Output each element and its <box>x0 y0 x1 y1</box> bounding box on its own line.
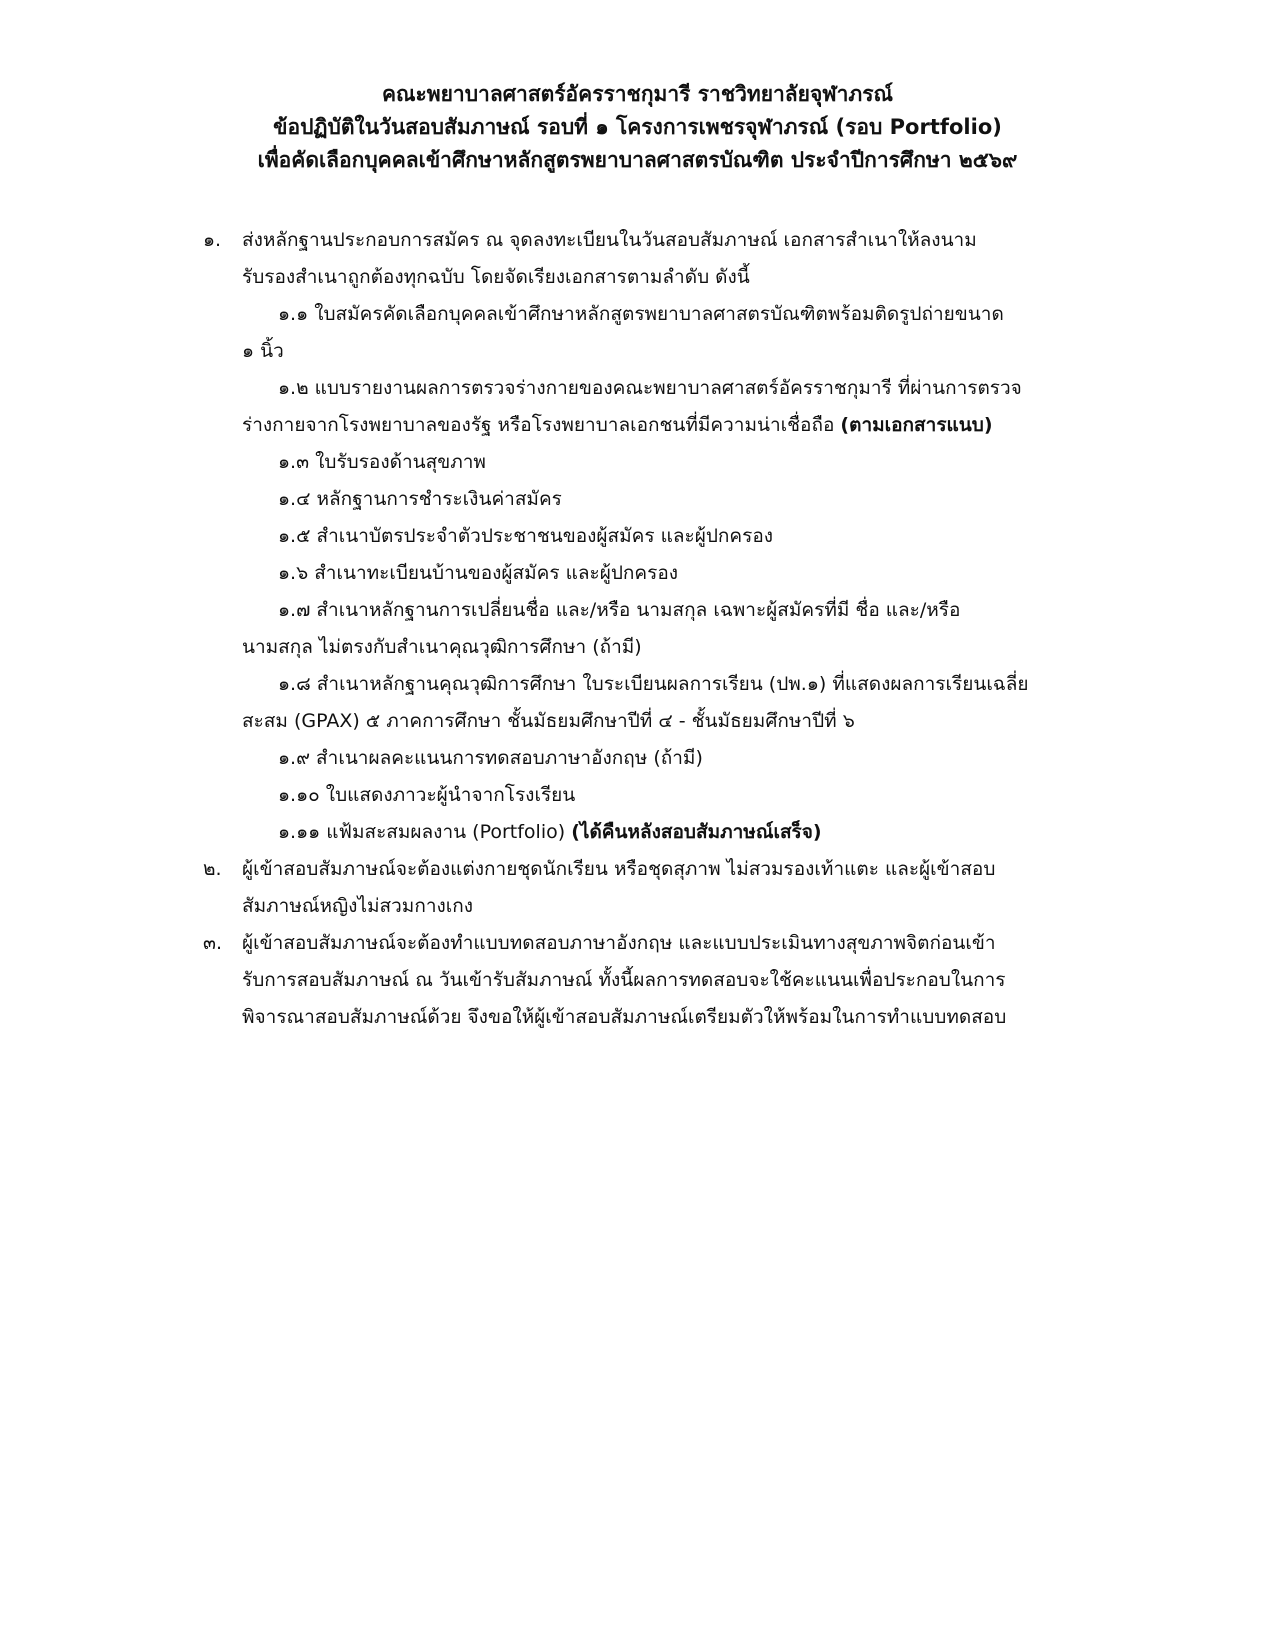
sub-item-1-4 <box>0 481 1275 518</box>
sub-item-text: ๑ นิ้ว <box>242 340 284 362</box>
sub-item-1-3 <box>0 444 1275 481</box>
sub-item-text: ๑.๑ ใบสมัครคัดเลือกบุคคลเข้าศึกษาหลักสูตรพยาบาลศาสตรบัณฑิตพร้อมติดรูปถ่ายขนาด <box>278 303 1004 325</box>
item-text: ผู้เข้าสอบสัมภาษณ์จะต้องแต่งกายชุดนักเรียน หรือชุดสุภาพ ไม่สวมรองเท้าแตะ และผู้เข้าสอบ <box>242 858 996 880</box>
sub-item-text: ๑.๒ แบบรายงานผลการตรวจร่างกายของคณะพยาบาลศาสตร์อัครราชกุมารี ที่ผ่านการตรวจ <box>278 377 1022 399</box>
sub-item-text: สะสม (GPAX) ๕ ภาคการศึกษา ชั้นมัธยมศึกษาปีที่ ๔ - ชั้นมัธยมศึกษาปีที่ ๖ <box>242 710 855 732</box>
sub-item-1-9 <box>0 740 1275 777</box>
list-item-3-continued <box>0 962 1275 999</box>
sub-item-text: ๑.๖ สำเนาทะเบียนบ้านของผู้สมัคร และผู้ปกครอง <box>278 562 679 584</box>
sub-item-text: ๑.๘ สำเนาหลักฐานคุณวุฒิการศึกษา ใบระเบียนผลการเรียน (ปพ.๑) ที่แสดงผลการเรียนเฉลี่ย <box>278 673 1029 695</box>
list-item-1-continued <box>0 259 1275 296</box>
attachment-note: (ตามเอกสารแนบ) <box>840 414 993 436</box>
sub-item-text: ๑.๑๐ ใบแสดงภาวะผู้นำจากโรงเรียน <box>278 784 576 806</box>
document-subtitle: เพื่อคัดเลือกบุคคลเข้าศึกษาหลักสูตรพยาบาลศาสตรบัณฑิต ประจำปีการศึกษา ๒๕๖๙ <box>257 148 1018 172</box>
sub-item-1-5 <box>0 518 1275 555</box>
sub-item-text: ๑.๑๑ แฟ้มสะสมผลงาน (Portfolio) <box>278 821 566 843</box>
return-note: (ได้คืนหลังสอบสัมภาษณ์เสร็จ) <box>571 821 822 843</box>
sub-item-text: ๑.๕ สำเนาบัตรประจำตัวประชาชนของผู้สมัคร และผู้ปกครอง <box>278 525 774 547</box>
item-text: พิจารณาสอบสัมภาษณ์ด้วย จึงขอให้ผู้เข้าสอบสัมภาษณ์เตรียมตัวให้พร้อมในการทำแบบทดสอบ <box>242 1006 1007 1028</box>
item-number: ๒. <box>203 858 222 880</box>
item-text: รับรองสำเนาถูกต้องทุกฉบับ โดยจัดเรียงเอกสารตามลำดับ ดังนี้ <box>242 266 750 288</box>
sub-item-text: ๑.๗ สำเนาหลักฐานการเปลี่ยนชื่อ และ/หรือ นามสกุล เฉพาะผู้สมัครที่มี ชื่อ และ/หรือ <box>278 599 961 621</box>
sub-item-1-1-continued <box>0 333 1275 370</box>
list-item-2 <box>0 851 1275 888</box>
sub-item-text: ๑.๔ หลักฐานการชำระเงินค่าสมัคร <box>278 488 562 510</box>
sub-item-1-8 <box>0 666 1275 703</box>
list-item-1 <box>0 222 1275 259</box>
sub-item-1-8-continued <box>0 703 1275 740</box>
sub-item-text: ๑.๙ สำเนาผลคะแนนการทดสอบภาษาอังกฤษ (ถ้ามี) <box>278 747 703 769</box>
sub-item-1-10 <box>0 777 1275 814</box>
item-number: ๑. <box>203 229 222 251</box>
item-number: ๓. <box>203 932 223 954</box>
sub-item-text: นามสกุล ไม่ตรงกับสำเนาคุณวุฒิการศึกษา (ถ้ามี) <box>242 636 642 658</box>
sub-item-1-6 <box>0 555 1275 592</box>
document-body <box>0 222 1275 1036</box>
sub-item-1-2 <box>0 370 1275 407</box>
sub-item-text-with-note <box>242 407 993 444</box>
sub-item-1-11 <box>0 814 1275 851</box>
sub-item-1-2-continued <box>0 407 1275 444</box>
list-item-3-continued <box>0 999 1275 1036</box>
faculty-title: คณะพยาบาลศาสตร์อัครราชกุมารี ราชวิทยาลัยจุฬาภรณ์ <box>381 82 894 106</box>
list-item-3 <box>0 925 1275 962</box>
sub-item-1-1 <box>0 296 1275 333</box>
sub-item-1-7-continued <box>0 629 1275 666</box>
list-item-2-continued <box>0 888 1275 925</box>
sub-item-text: ๑.๓ ใบรับรองด้านสุขภาพ <box>278 451 486 473</box>
item-text: ส่งหลักฐานประกอบการสมัคร ณ จุดลงทะเบียนในวันสอบสัมภาษณ์ เอกสารสำเนาให้ลงนาม <box>242 229 977 251</box>
sub-item-1-7 <box>0 592 1275 629</box>
document-title: ข้อปฏิบัติในวันสอบสัมภาษณ์ รอบที่ ๑ โครงการเพชรจุฬาภรณ์ (รอบ Portfolio) <box>273 115 1002 139</box>
document-header <box>0 78 1275 177</box>
item-text: สัมภาษณ์หญิงไม่สวมกางเกง <box>242 895 474 917</box>
sub-item-text-with-note <box>278 814 822 851</box>
item-text: รับการสอบสัมภาษณ์ ณ วันเข้ารับสัมภาษณ์ ทั้งนี้ผลการทดสอบจะใช้คะแนนเพื่อประกอบในการ <box>242 969 1006 991</box>
item-text: ผู้เข้าสอบสัมภาษณ์จะต้องทำแบบทดสอบภาษาอังกฤษ และแบบประเมินทางสุขภาพจิตก่อนเข้า <box>242 932 996 954</box>
sub-item-text: ร่างกายจากโรงพยาบาลของรัฐ หรือโรงพยาบาลเอกชนที่มีความน่าเชื่อถือ <box>242 414 835 436</box>
